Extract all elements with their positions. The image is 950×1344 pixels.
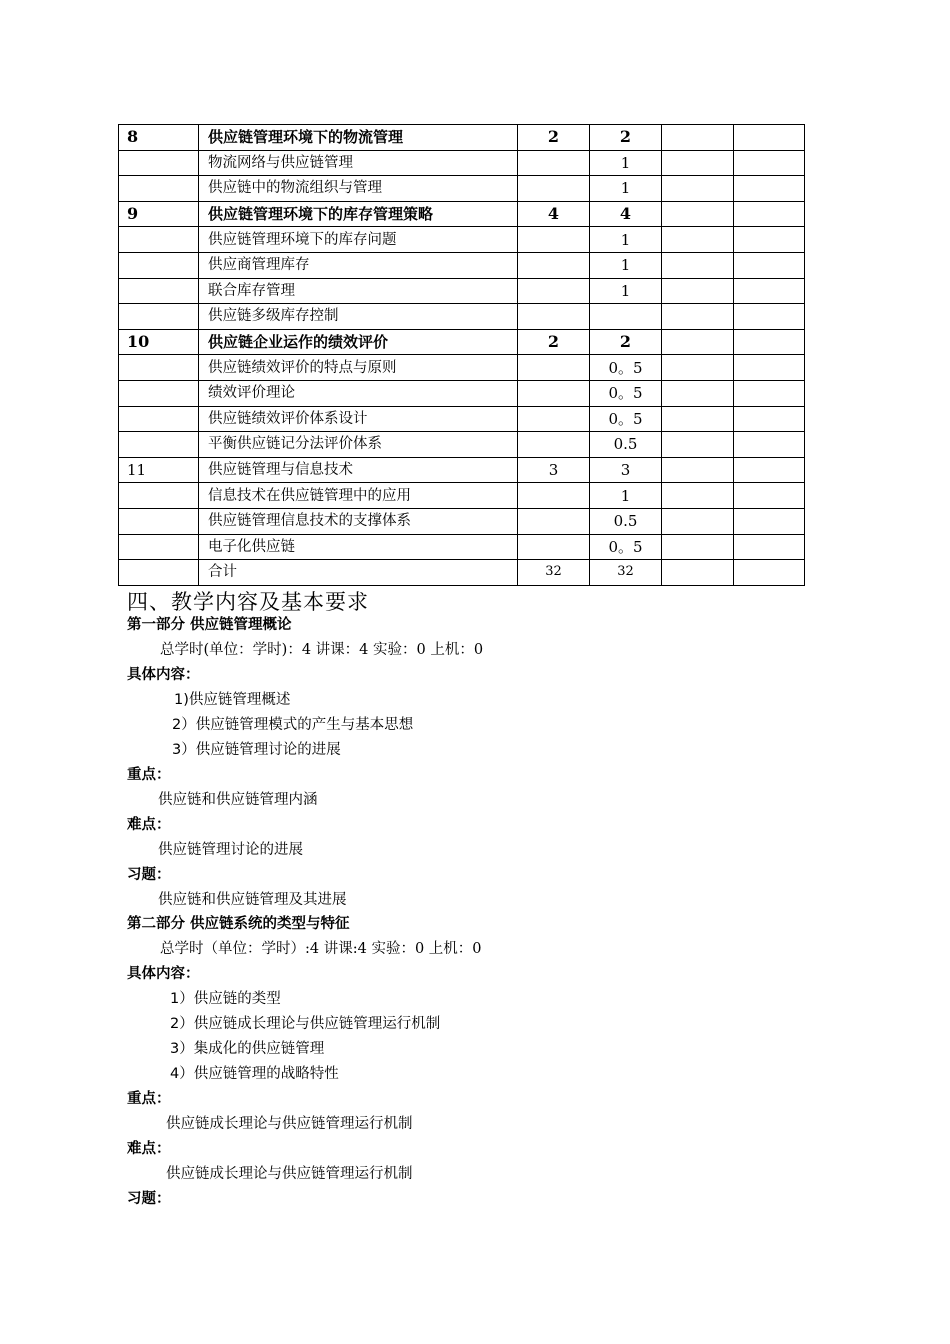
empty-cell [734, 483, 805, 509]
table-row [119, 125, 805, 151]
empty-cell [662, 534, 734, 560]
hours-total-cell [518, 278, 590, 304]
hours-lecture-cell: 1 [590, 227, 662, 253]
content-line: 1)供应链管理概述 [174, 692, 291, 708]
empty-cell [734, 252, 805, 278]
chapter-number-cell: 11 [119, 457, 199, 483]
section-label: 重点： [127, 1091, 171, 1107]
hours-total-cell [518, 150, 590, 176]
chapter-number-cell [119, 304, 199, 330]
empty-cell [734, 355, 805, 381]
content-line: 4）供应链管理的战略特性 [170, 1066, 339, 1082]
empty-cell [662, 457, 734, 483]
hours-lecture-cell: 2 [590, 125, 662, 151]
empty-cell [734, 534, 805, 560]
empty-cell [662, 201, 734, 227]
empty-cell [662, 560, 734, 586]
empty-cell [662, 483, 734, 509]
hours-lecture-cell: 3 [590, 457, 662, 483]
chapter-number-cell: 8 [119, 125, 199, 151]
chapter-number-cell [119, 355, 199, 381]
empty-cell [734, 457, 805, 483]
hours-total-cell: 2 [518, 125, 590, 151]
content-line: 供应链和供应链管理及其进展 [158, 892, 347, 908]
content-line: 供应链和供应链管理内涵 [158, 792, 318, 808]
empty-cell [662, 150, 734, 176]
table-row [119, 534, 805, 560]
empty-cell [662, 432, 734, 458]
table-row [119, 176, 805, 202]
chapter-number-cell: 9 [119, 201, 199, 227]
hours-lecture-cell: 1 [590, 150, 662, 176]
hours-total-cell [518, 380, 590, 406]
table-row [119, 457, 805, 483]
chapter-number-cell [119, 176, 199, 202]
hours-total-cell: 4 [518, 201, 590, 227]
topic-title-cell: 供应链绩效评价体系设计 [199, 406, 518, 432]
section-heading: 四、教学内容及基本要求 [127, 590, 369, 614]
chapter-number-cell [119, 380, 199, 406]
hours-lecture-cell: 0。5 [590, 380, 662, 406]
topic-title-cell: 平衡供应链记分法评价体系 [199, 432, 518, 458]
topic-title-cell: 合计 [199, 560, 518, 586]
chapter-number-cell [119, 432, 199, 458]
hours-total-cell [518, 176, 590, 202]
section-label: 具体内容： [127, 667, 200, 683]
hours-total-cell [518, 355, 590, 381]
section-label: 难点： [127, 817, 171, 833]
chapter-number-cell [119, 227, 199, 253]
chapter-number-cell [119, 278, 199, 304]
hours-lecture-cell: 2 [590, 329, 662, 355]
topic-title-cell: 供应链企业运作的绩效评价 [199, 329, 518, 355]
empty-cell [734, 176, 805, 202]
table-row [119, 278, 805, 304]
hours-total-cell [518, 252, 590, 278]
hours-total-cell [518, 227, 590, 253]
empty-cell [662, 125, 734, 151]
hours-lecture-cell: 1 [590, 252, 662, 278]
topic-title-cell: 物流网络与供应链管理 [199, 150, 518, 176]
content-line: 供应链成长理论与供应链管理运行机制 [166, 1116, 413, 1132]
section-label: 重点： [127, 767, 171, 783]
table-row [119, 380, 805, 406]
empty-cell [734, 406, 805, 432]
chapter-number-cell [119, 534, 199, 560]
topic-title-cell: 供应链管理与信息技术 [199, 457, 518, 483]
topic-title-cell: 联合库存管理 [199, 278, 518, 304]
hours-lecture-cell: 0。5 [590, 355, 662, 381]
content-line: 3）集成化的供应链管理 [170, 1041, 325, 1057]
topic-title-cell: 供应链管理信息技术的支撑体系 [199, 508, 518, 534]
topic-title-cell: 信息技术在供应链管理中的应用 [199, 483, 518, 509]
table-row [119, 406, 805, 432]
hours-lecture-cell: 0.5 [590, 432, 662, 458]
empty-cell [734, 304, 805, 330]
empty-cell [734, 432, 805, 458]
section-label: 习题： [127, 1191, 171, 1207]
chapter-number-cell [119, 508, 199, 534]
content-line: 总学时(单位：学时)：4 讲课：4 实验：0 上机：0 [160, 642, 484, 658]
chapter-number-cell [119, 560, 199, 586]
table-row [119, 483, 805, 509]
table-row [119, 432, 805, 458]
hours-lecture-cell: 0.5 [590, 508, 662, 534]
table-row [119, 355, 805, 381]
chapter-number-cell [119, 483, 199, 509]
table-row [119, 560, 805, 586]
syllabus-hours-table [118, 124, 805, 586]
empty-cell [734, 329, 805, 355]
empty-cell [662, 278, 734, 304]
empty-cell [734, 150, 805, 176]
section-label: 具体内容： [127, 966, 200, 982]
table-row [119, 201, 805, 227]
chapter-number-cell [119, 252, 199, 278]
hours-total-cell [518, 304, 590, 330]
hours-total-cell: 32 [518, 560, 590, 586]
hours-lecture-cell: 1 [590, 278, 662, 304]
empty-cell [662, 508, 734, 534]
hours-total-cell [518, 483, 590, 509]
table-row [119, 304, 805, 330]
empty-cell [734, 278, 805, 304]
empty-cell [662, 304, 734, 330]
hours-lecture-cell: 4 [590, 201, 662, 227]
content-line: 2）供应链成长理论与供应链管理运行机制 [170, 1016, 441, 1032]
empty-cell [662, 227, 734, 253]
table-row [119, 150, 805, 176]
chapter-number-cell [119, 406, 199, 432]
topic-title-cell: 供应链多级库存控制 [199, 304, 518, 330]
table-row [119, 508, 805, 534]
hours-lecture-cell: 1 [590, 483, 662, 509]
hours-total-cell [518, 432, 590, 458]
topic-title-cell: 供应商管理库存 [199, 252, 518, 278]
content-line: 3）供应链管理讨论的进展 [172, 742, 341, 758]
hours-total-cell [518, 406, 590, 432]
topic-title-cell: 绩效评价理论 [199, 380, 518, 406]
topic-title-cell: 供应链管理环境下的库存问题 [199, 227, 518, 253]
empty-cell [662, 176, 734, 202]
empty-cell [662, 355, 734, 381]
hours-lecture-cell: 1 [590, 176, 662, 202]
empty-cell [662, 406, 734, 432]
topic-title-cell: 供应链绩效评价的特点与原则 [199, 355, 518, 381]
empty-cell [662, 329, 734, 355]
empty-cell [734, 380, 805, 406]
topic-title-cell: 电子化供应链 [199, 534, 518, 560]
topic-title-cell: 供应链管理环境下的库存管理策略 [199, 201, 518, 227]
empty-cell [734, 125, 805, 151]
chapter-number-cell: 10 [119, 329, 199, 355]
hours-lecture-cell: 32 [590, 560, 662, 586]
empty-cell [662, 252, 734, 278]
section-label: 第一部分 供应链管理概论 [127, 617, 292, 633]
empty-cell [734, 508, 805, 534]
empty-cell [734, 201, 805, 227]
hours-lecture-cell: 0。5 [590, 534, 662, 560]
content-line: 总学时（单位：学时）:4 讲课:4 实验：0 上机：0 [160, 941, 482, 957]
content-line: 供应链管理讨论的进展 [158, 842, 303, 858]
table-row [119, 227, 805, 253]
section-label: 难点： [127, 1141, 171, 1157]
empty-cell [734, 560, 805, 586]
content-line: 2）供应链管理模式的产生与基本思想 [172, 717, 414, 733]
table-row [119, 252, 805, 278]
chapter-number-cell [119, 150, 199, 176]
hours-lecture-cell [590, 304, 662, 330]
content-line: 1）供应链的类型 [170, 991, 281, 1007]
hours-total-cell: 2 [518, 329, 590, 355]
topic-title-cell: 供应链管理环境下的物流管理 [199, 125, 518, 151]
hours-total-cell: 3 [518, 457, 590, 483]
hours-total-cell [518, 534, 590, 560]
empty-cell [662, 380, 734, 406]
topic-title-cell: 供应链中的物流组织与管理 [199, 176, 518, 202]
table-row [119, 329, 805, 355]
hours-lecture-cell: 0。5 [590, 406, 662, 432]
section-label: 第二部分 供应链系统的类型与特征 [127, 916, 350, 932]
content-line: 供应链成长理论与供应链管理运行机制 [166, 1166, 413, 1182]
section-label: 习题： [127, 867, 171, 883]
hours-total-cell [518, 508, 590, 534]
empty-cell [734, 227, 805, 253]
